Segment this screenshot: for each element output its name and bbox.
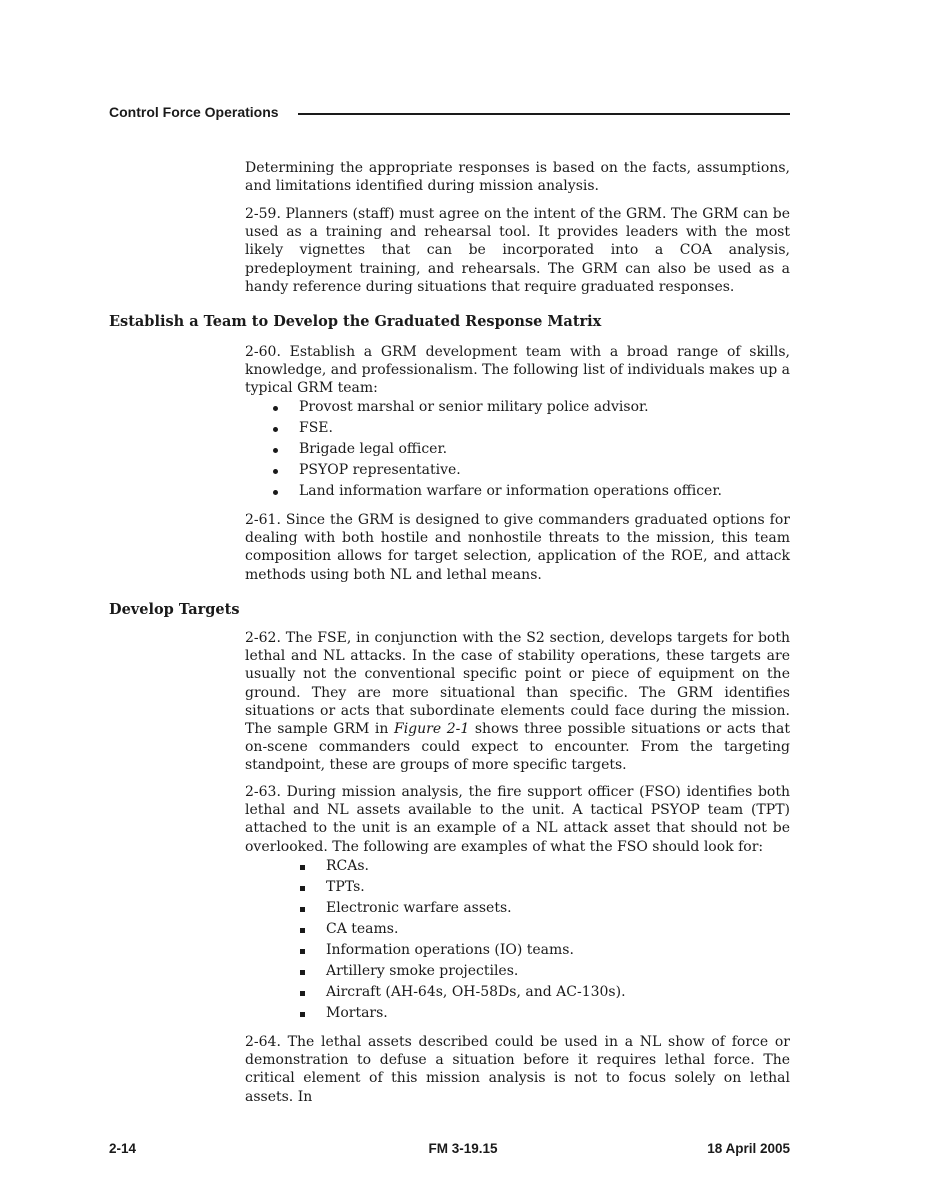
- paragraph-text: [245, 629, 790, 775]
- list-item: Aircraft (AH-64s, OH-58Ds, and AC-130s).: [245, 982, 790, 1003]
- paragraph-text: 2-63. During mission analysis, the fire support officer (FSO) identifies both lethal and NL assets available to the unit. A tactical PSYOP team (TPT) attached to the unit is an example of a NL attack asset that should not be overlooked. The following are examples of what the FSO should look for:: [245, 784, 790, 855]
- list-item: Artillery smoke projectiles.: [245, 961, 790, 982]
- paragraph-2-62: [245, 629, 790, 775]
- paragraph-text: 2-59. Planners (staff) must agree on the intent of the GRM. The GRM can be used as a training and rehearsal tool. It provides leaders with the most likely vignettes that can be incorporated into a COA analysis, predeployment training, and rehearsals. The GRM can also be used as a handy reference during situations that require graduated responses.: [245, 206, 790, 295]
- list-item: Mortars.: [245, 1003, 790, 1024]
- team-member-list: [245, 397, 790, 502]
- list-item: Land information warfare or information operations officer.: [245, 481, 790, 502]
- list-item: Electronic warfare assets.: [245, 898, 790, 919]
- paragraph-2-64: [245, 1033, 790, 1106]
- list-item: RCAs.: [245, 856, 790, 877]
- intro-paragraph: [245, 159, 790, 195]
- paragraph-text-part: 2-62. The FSE, in conjunction with the S2 section, develops targets for both lethal and NL attacks. In the case of stability operations, these targets are usually not the conventional specific point or piece of equipment on the ground. They are more situational than specific. The GRM identifies situations or acts that subordinate elements could face during the mission. The sample GRM in: [245, 630, 790, 738]
- running-header-title: Control Force Operations: [109, 104, 279, 120]
- list-item: CA teams.: [245, 919, 790, 940]
- footer-page-number: 2-14: [109, 1141, 137, 1156]
- paragraph-text: 2-61. Since the GRM is designed to give commanders graduated options for dealing with both hostile and nonhostile threats to the mission, this team composition allows for target selection, application of the ROE, and attack methods using both NL and lethal means.: [245, 512, 790, 583]
- list-item: TPTs.: [245, 877, 790, 898]
- list-item: Brigade legal officer.: [245, 439, 790, 460]
- list-item: Information operations (IO) teams.: [245, 940, 790, 961]
- nl-assets-list: [245, 856, 790, 1024]
- paragraph-text: Determining the appropriate responses is based on the facts, assumptions, and limitations identified during mission analysis.: [245, 160, 790, 195]
- list-item: Provost marshal or senior military police advisor.: [245, 397, 790, 418]
- list-item: PSYOP representative.: [245, 460, 790, 481]
- paragraph-text: 2-64. The lethal assets described could be used in a NL show of force or demonstration to defuse a situation before it requires lethal force. The critical element of this mission analysis is not to focus solely on lethal assets. In: [245, 1034, 790, 1105]
- page-header: [109, 104, 790, 124]
- paragraph-2-60: [245, 343, 790, 398]
- paragraph-2-63: [245, 783, 790, 856]
- heading-develop-targets: Develop Targets: [109, 601, 240, 618]
- footer-manual-id: FM 3-19.15: [428, 1141, 498, 1156]
- paragraph-text-part: shows three possible situations or acts that on-scene commanders could expect to encounter. From the targeting standpoint, these are groups of more specific targets.: [245, 721, 790, 774]
- header-rule: [298, 113, 790, 115]
- heading-establish-team: Establish a Team to Develop the Graduated Response Matrix: [109, 313, 602, 330]
- paragraph-text: 2-60. Establish a GRM development team with a broad range of skills, knowledge, and professionalism. The following list of individuals makes up a typical GRM team:: [245, 344, 790, 397]
- figure-reference: Figure 2-1: [393, 721, 470, 738]
- paragraph-2-59: [245, 205, 790, 296]
- list-item: FSE.: [245, 418, 790, 439]
- footer-date: 18 April 2005: [707, 1141, 790, 1156]
- paragraph-2-61: [245, 511, 790, 584]
